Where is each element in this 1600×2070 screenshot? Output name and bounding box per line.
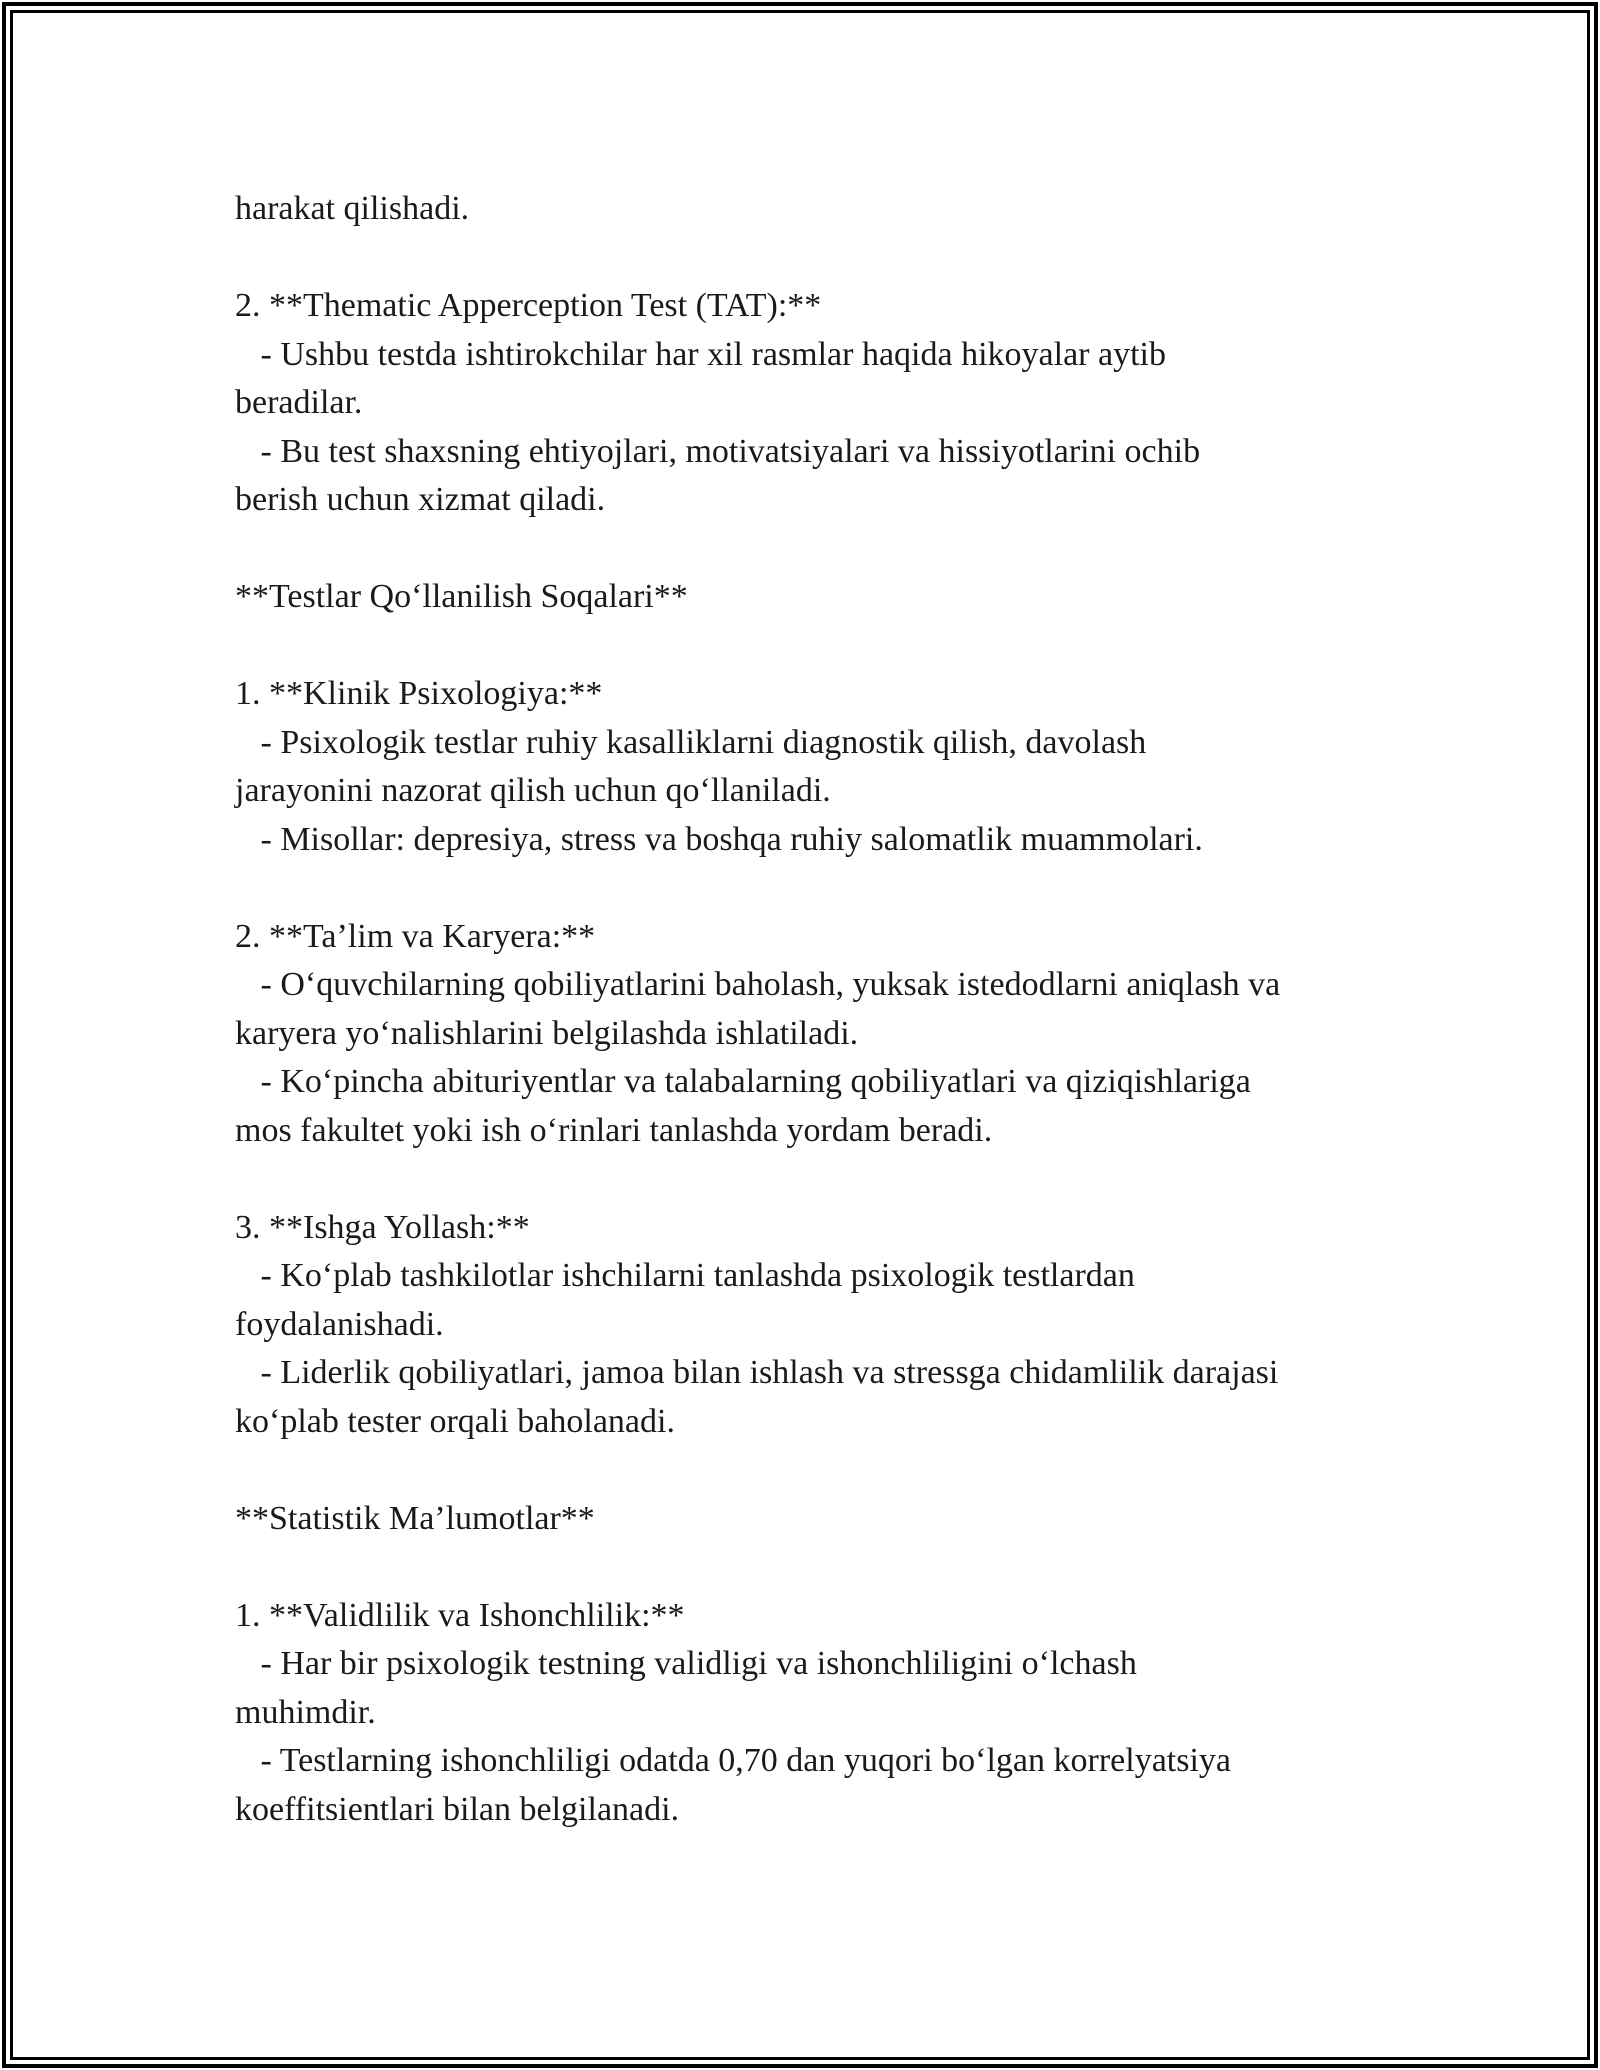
blank-line — [235, 525, 1375, 574]
text-line: - Misollar: depresiya, stress va boshqa ruhiy salomatlik muammolari. — [235, 820, 1203, 858]
blank-line — [235, 622, 1375, 671]
text-line: beradilar. — [235, 384, 363, 421]
section-heading: **Statistik Ma’lumotlar** — [235, 1499, 595, 1537]
blank-line — [235, 1155, 1375, 1204]
section-heading: **Testlar Qo‘llanilish Soqalari** — [235, 578, 688, 615]
text-line: - Har bir psixologik testning validligi va ishonchliligini o‘lchash — [235, 1645, 1137, 1682]
text-line: harakat qilishadi. — [235, 190, 470, 227]
list-heading: 2. **Ta’lim va Karyera:** — [235, 917, 596, 955]
list-heading: 1. **Klinik Psixologiya:** — [235, 675, 603, 712]
text-line: foydalanishadi. — [235, 1305, 444, 1343]
blank-line — [235, 864, 1375, 913]
text-line: - Testlarning ishonchliligi odatda 0,70 dan yuqori bo‘lgan korrelyatsiya — [235, 1742, 1232, 1779]
blank-line — [235, 1543, 1375, 1592]
text-line: - O‘quvchilarning qobiliyatlarini baholash, yuksak istedodlarni aniqlash va — [235, 966, 1281, 1003]
text-line: mos fakultet yoki ish o‘rinlari tanlashda yordam beradi. — [235, 1111, 993, 1149]
text-line: - Ko‘pincha abituriyentlar va talabalarning qobiliyatlari va qiziqishlariga — [235, 1063, 1251, 1100]
blank-line — [235, 234, 1375, 283]
text-line: koeffitsientlari bilan belgilanadi. — [235, 1790, 680, 1828]
text-line: ko‘plab tester orqali baholanadi. — [235, 1402, 675, 1440]
list-heading: 2. **Thematic Apperception Test (TAT):** — [235, 287, 822, 324]
text-line: jarayonini nazorat qilish uchun qo‘llaniladi. — [235, 772, 831, 809]
text-line: - Ushbu testda ishtirokchilar har xil rasmlar haqida hikoyalar aytib — [235, 335, 1166, 373]
blank-line — [235, 1446, 1375, 1495]
list-heading: 1. **Validlilik va Ishonchlilik:** — [235, 1596, 685, 1634]
text-line: karyera yo‘nalishlarini belgilashda ishlatiladi. — [235, 1014, 859, 1052]
document-body — [235, 185, 1375, 1834]
list-heading: 3. **Ishga Yollash:** — [235, 1208, 530, 1246]
text-line: - Ko‘plab tashkilotlar ishchilarni tanlashda psixologik testlardan — [235, 1257, 1135, 1294]
text-line: muhimdir. — [235, 1693, 376, 1731]
text-line: - Liderlik qobiliyatlari, jamoa bilan ishlash va stressga chidamlilik darajasi — [235, 1354, 1279, 1391]
text-line: - Psixologik testlar ruhiy kasalliklarni diagnostik qilish, davolash — [235, 723, 1147, 761]
text-line: berish uchun xizmat qiladi. — [235, 481, 606, 518]
text-line: - Bu test shaxsning ehtiyojlari, motivatsiyalari va hissiyotlarini ochib — [235, 432, 1201, 470]
